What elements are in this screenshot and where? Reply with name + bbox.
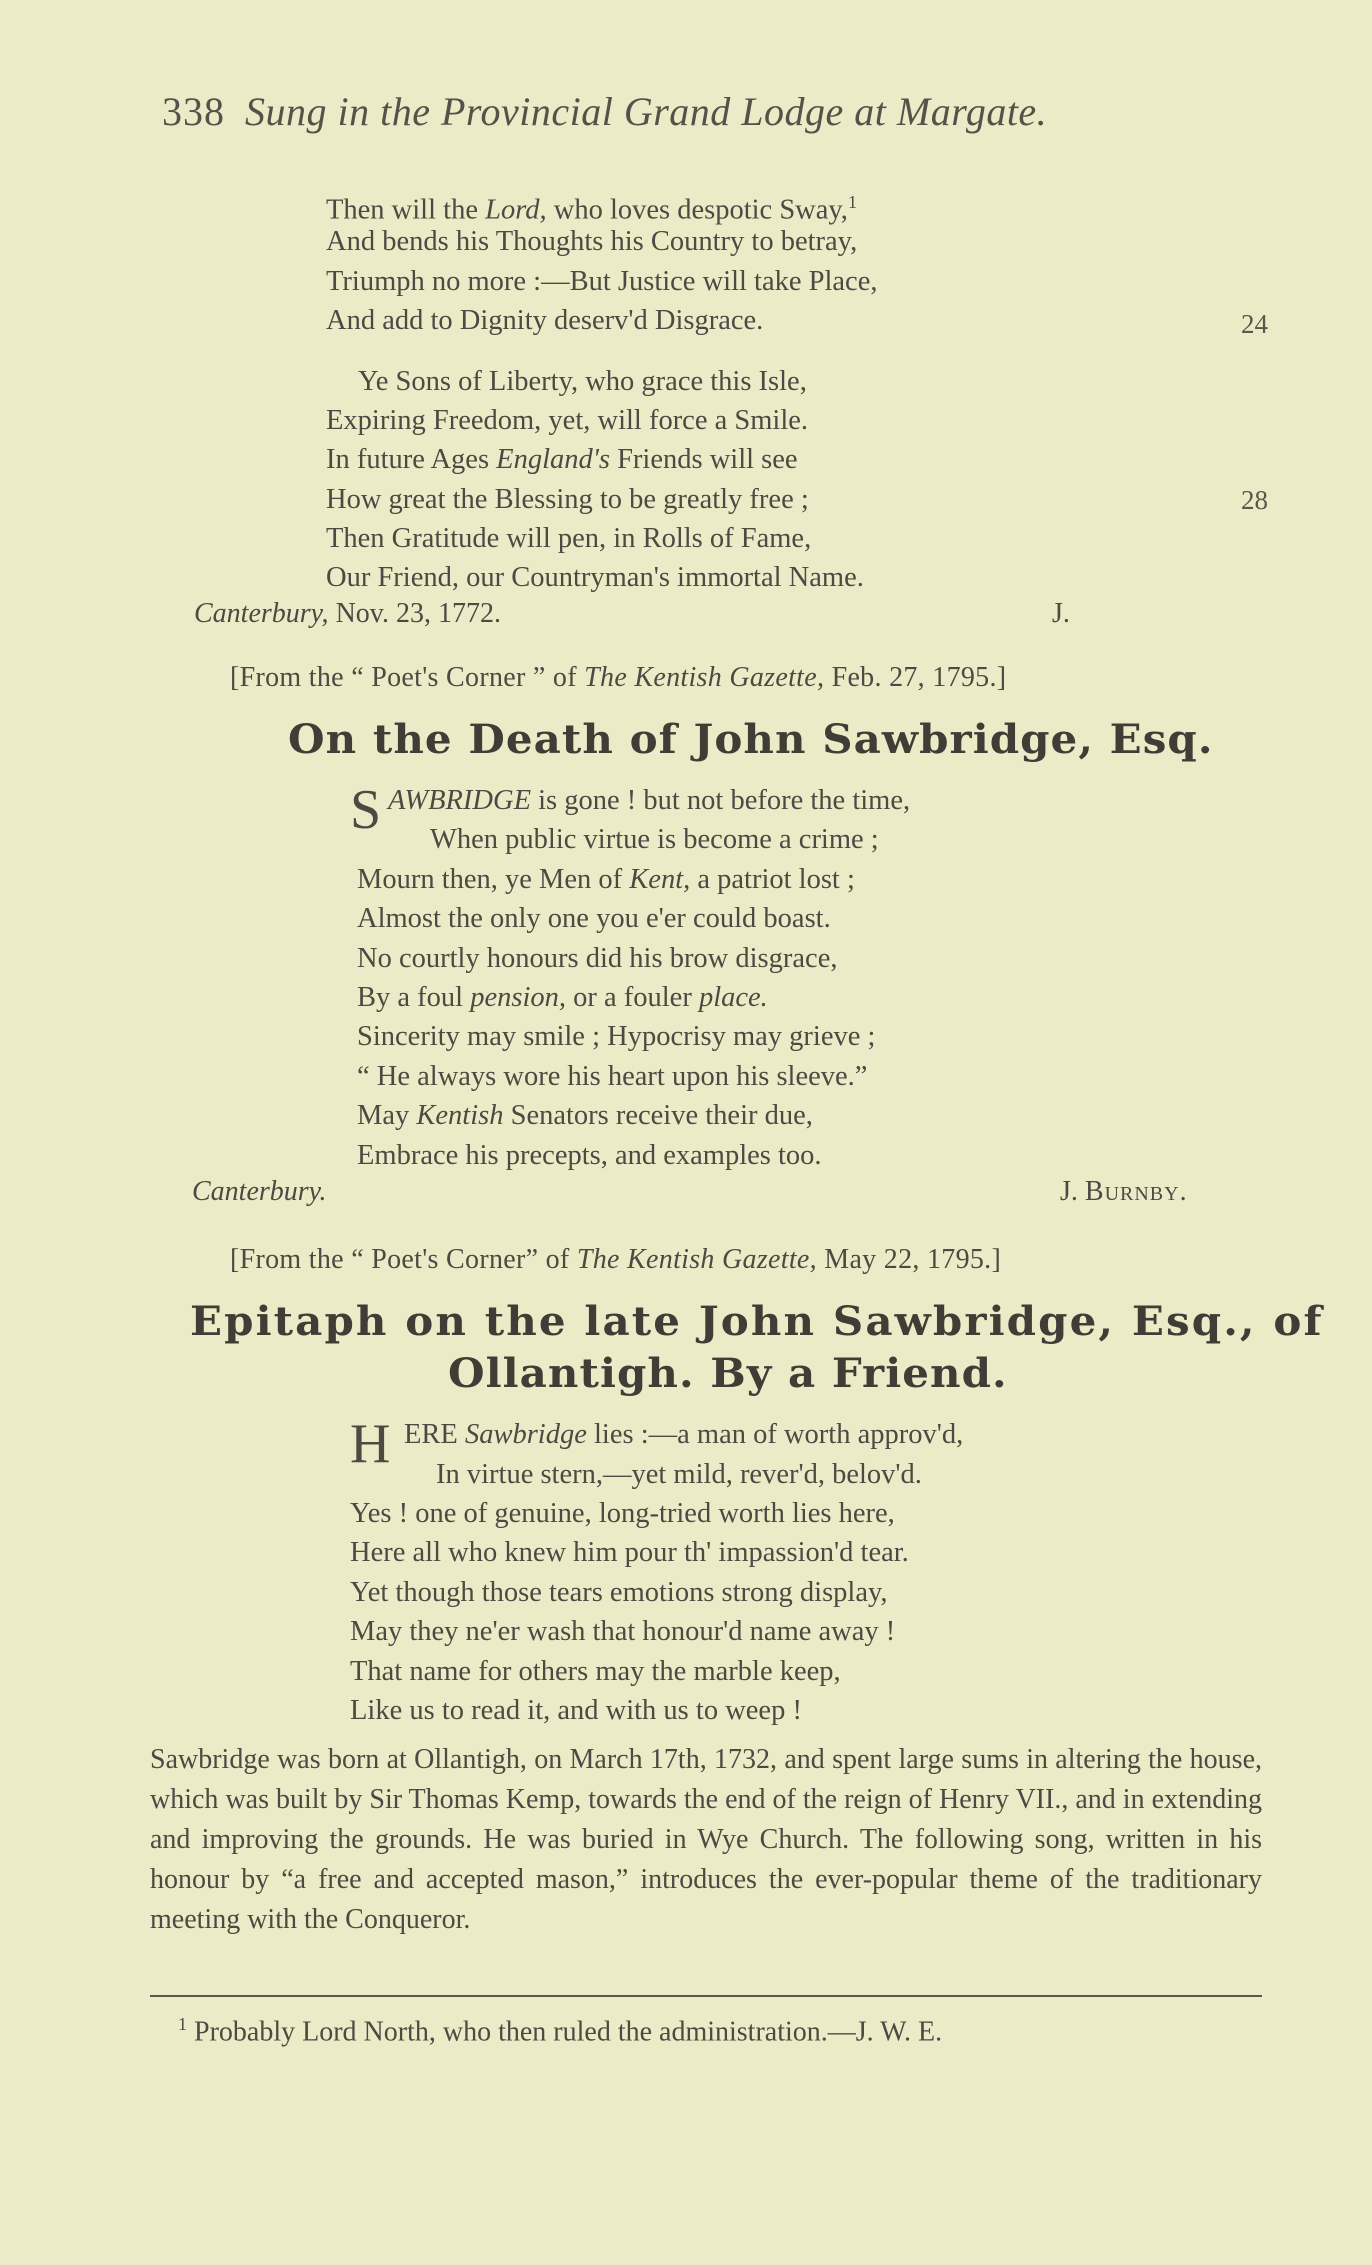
page-number: 338 — [162, 89, 225, 134]
poem1-line-4: And add to Dignity deserv'd Disgrace. — [326, 305, 764, 336]
poem1-line-1: Then will the Lord, who loves despotic Sway,$^1$ — [326, 192, 857, 226]
drop-cap: H — [350, 1413, 391, 1475]
poem1-line-6: Expiring Freedom, yet, will force a Smile. — [326, 405, 809, 436]
poem2-line-1: AWBRIDGE is gone ! but not before the time, — [388, 785, 911, 816]
poem3-line-5: Yet though those tears emotions strong display, — [350, 1577, 888, 1608]
footnote-ref[interactable]: 1 — [847, 192, 857, 212]
footnote-rule — [150, 1995, 1262, 1997]
poem1-signature-author: J. — [1052, 598, 1070, 629]
poem2-line-7: Sincerity may smile ; Hypocrisy may grieve ; — [357, 1021, 876, 1052]
poem3-line-6: May they ne'er wash that honour'd name away ! — [350, 1616, 896, 1647]
running-head — [162, 88, 1047, 135]
poem2-line-5: No courtly honours did his brow disgrace, — [357, 943, 838, 974]
poem3-line-4: Here all who knew him pour th' impassion'd tear. — [350, 1537, 909, 1568]
footnote: $^1$ Probably Lord North, who then ruled the administration.—J. W. E. — [178, 2014, 943, 2048]
poem2-line-4: Almost the only one you e'er could boast. — [357, 903, 831, 934]
poem2-line-3: Mourn then, ye Men of Kent, a patriot lost ; — [357, 864, 855, 895]
poem3-title-line-1: Epitaph on the late John Sawbridge, Esq., of — [190, 1298, 1324, 1345]
poem2-title: On the Death of John Sawbridge, Esq. — [288, 716, 1214, 763]
poem1-line-5: Ye Sons of Liberty, who grace this Isle, — [358, 366, 807, 397]
prose-paragraph: Sawbridge was born at Ollantigh, on March 17th, 1732, and spent large sums in altering the house, which was built by Sir Thomas Kemp, towards the end of the reign of Henry VII., and in extending and improving the grounds. He was buried in Wye Church. The following song, written in his honour by “a free and accepted mason,” introduces the ever-popular theme of the traditionary meeting with the Conqueror. — [150, 1744, 1262, 1935]
source-note-1: [From the “ Poet's Corner ” of The Kentish Gazette, Feb. 27, 1795.] — [230, 662, 1007, 693]
poem3-line-7: That name for others may the marble keep, — [350, 1656, 841, 1687]
poem1-line-9: Then Gratitude will pen, in Rolls of Fame, — [326, 523, 812, 554]
poem1-line-8: How great the Blessing to be greatly free ; — [326, 484, 809, 515]
poem2-line-9: May Kentish Senators receive their due, — [357, 1100, 813, 1131]
poem1-line-10: Our Friend, our Countryman's immortal Name. — [326, 562, 864, 593]
line-number: 24 — [1241, 309, 1268, 339]
source-note-2: [From the “ Poet's Corner” of The Kentish Gazette, May 22, 1795.] — [230, 1244, 1002, 1275]
poem2-signature-author: J. Burnby. — [1060, 1176, 1188, 1207]
poem2-line-2: When public virtue is become a crime ; — [430, 824, 879, 855]
poem2-line-8: “ He always wore his heart upon his sleeve.” — [357, 1061, 868, 1092]
poem1-signature-place: Canterbury, Nov. 23, 1772. — [194, 598, 501, 629]
poem3-line-1: ERE Sawbridge lies :—a man of worth approv'd, — [404, 1419, 964, 1450]
poem2-line-10: Embrace his precepts, and examples too. — [357, 1140, 822, 1171]
drop-cap: S — [350, 779, 382, 841]
poem2-line-6: By a foul pension, or a fouler place. — [357, 982, 768, 1013]
poem1-line-2: And bends his Thoughts his Country to betray, — [326, 226, 858, 257]
poem1-line-3: Triumph no more :—But Justice will take Place, — [326, 266, 878, 297]
poem1-line-7: In future Ages England's Friends will see — [326, 444, 798, 475]
poem3-title-line-2: Ollantigh. By a Friend. — [448, 1350, 1008, 1397]
poem2-signature-place: Canterbury. — [192, 1176, 327, 1207]
footnote-mark: 1 — [178, 2014, 187, 2034]
poem3-line-3: Yes ! one of genuine, long-tried worth lies here, — [350, 1498, 895, 1529]
poem3-line-2: In virtue stern,—yet mild, rever'd, belov'd. — [436, 1459, 922, 1490]
running-title: Sung in the Provincial Grand Lodge at Margate. — [245, 89, 1048, 134]
line-number: 28 — [1241, 485, 1268, 515]
poem3-line-8: Like us to read it, and with us to weep ! — [350, 1695, 802, 1726]
